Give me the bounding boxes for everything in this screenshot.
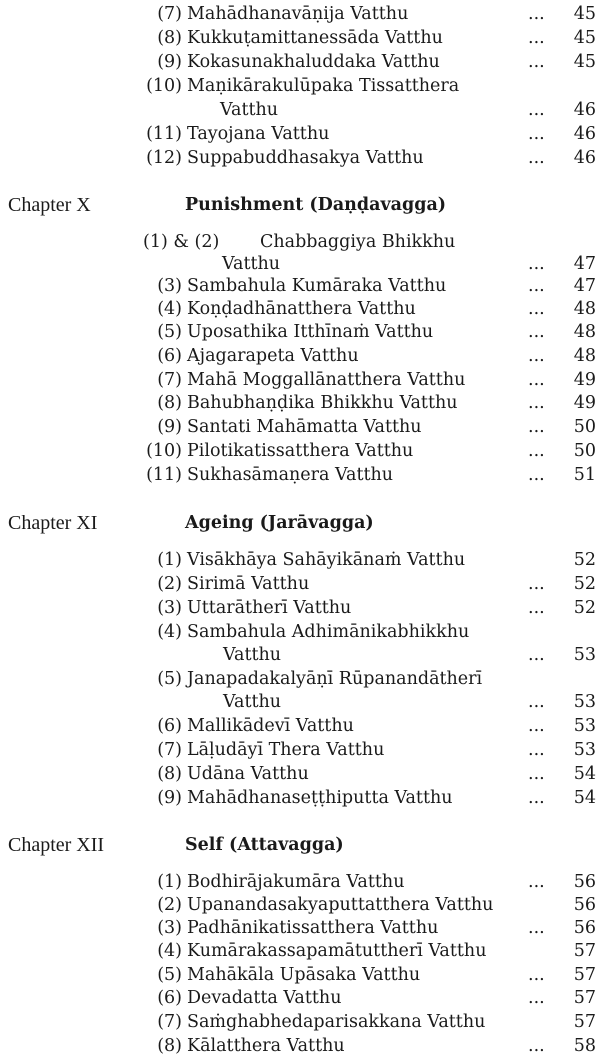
toc-entry <box>130 1010 598 1034</box>
entry-title: Tayojana Vatthu <box>187 124 330 144</box>
dot-leader: ... <box>528 441 545 461</box>
entry-title: Kukkuṭamittanessāda Vatthu <box>187 28 443 48</box>
entry-title: Sambahula Adhimānikabhikkhu <box>187 622 470 642</box>
entry-number: (12) <box>146 148 182 168</box>
entry-number: (7) <box>157 4 182 24</box>
entry-title: Suppabuddhasakya Vatthu <box>187 148 424 168</box>
entry-page: 46 <box>573 124 596 144</box>
entry-number: (8) <box>157 28 182 48</box>
entry-number: (5) <box>157 669 182 689</box>
toc-entry <box>130 391 598 415</box>
toc-entry-continuation <box>130 98 598 122</box>
entry-page: 57 <box>573 988 596 1008</box>
entry-number: (9) <box>157 417 182 437</box>
entry-title: Kokasunakhaluddaka Vatthu <box>187 52 440 72</box>
dot-leader: ... <box>528 465 545 485</box>
entry-page: 53 <box>573 740 596 760</box>
entry-title: Uttarātherī Vatthu <box>187 598 352 618</box>
toc-entry <box>130 596 598 620</box>
entry-number: (10) <box>146 441 182 461</box>
dot-leader: ... <box>528 692 545 712</box>
entry-page: 49 <box>573 393 596 413</box>
dot-leader: ... <box>528 124 545 144</box>
dot-leader: ... <box>528 4 545 24</box>
entry-page: 52 <box>573 598 596 618</box>
dot-leader: ... <box>528 28 545 48</box>
entry-number: (7) <box>157 370 182 390</box>
entry-title: Ajagarapeta Vatthu <box>187 346 359 366</box>
toc-entry <box>130 738 598 762</box>
toc-entry <box>130 714 598 738</box>
entry-page: 48 <box>573 299 596 319</box>
dot-leader: ... <box>528 254 545 274</box>
entry-number: (9) <box>157 52 182 72</box>
toc-entry <box>130 620 598 644</box>
dot-leader: ... <box>528 764 545 784</box>
entry-page: 45 <box>573 4 596 24</box>
entry-title: Maṇikārakulūpaka Tissatthera <box>187 76 460 96</box>
entry-page: 47 <box>573 276 596 296</box>
dot-leader: ... <box>528 872 545 892</box>
toc-entry <box>130 74 598 98</box>
entry-number: (9) <box>157 788 182 808</box>
chapter-title: Punishment (Daṇḍavagga) <box>185 195 447 215</box>
entry-number: (2) <box>157 895 182 915</box>
entry-page: 57 <box>573 1012 596 1032</box>
toc-entry <box>130 368 598 392</box>
entry-title: Mahādhanavāṇija Vatthu <box>187 4 409 24</box>
toc-entry <box>130 963 598 987</box>
chapter-label: Chapter XI <box>8 512 98 534</box>
toc-entry <box>130 939 598 963</box>
dot-leader: ... <box>528 1036 545 1056</box>
entry-number: (5) <box>157 322 182 342</box>
entry-title: Devadatta Vatthu <box>187 988 342 1008</box>
dot-leader: ... <box>528 988 545 1008</box>
entry-title: Sambahula Kumāraka Vatthu <box>187 276 447 296</box>
dot-leader: ... <box>528 346 545 366</box>
entry-title-continuation: Vatthu <box>223 692 282 712</box>
chapter-heading <box>8 831 598 859</box>
dot-leader: ... <box>528 148 545 168</box>
entry-title: Pilotikatissatthera Vatthu <box>187 441 414 461</box>
toc-entry <box>130 1034 598 1058</box>
dot-leader: ... <box>528 52 545 72</box>
entry-title: Mahādhanaseṭṭhiputta Vatthu <box>187 788 453 808</box>
dot-leader: ... <box>528 645 545 665</box>
dot-leader: ... <box>528 918 545 938</box>
entry-number: (6) <box>157 988 182 1008</box>
dot-leader: ... <box>528 393 545 413</box>
entry-title: Padhānikatissatthera Vatthu <box>187 918 439 938</box>
entry-page: 49 <box>573 370 596 390</box>
entry-title: Bahubhaṇḍika Bhikkhu Vatthu <box>187 393 458 413</box>
toc-entry <box>130 762 598 786</box>
entry-page: 48 <box>573 346 596 366</box>
entry-number: (5) <box>157 965 182 985</box>
entry-title-continuation: Vatthu <box>223 645 282 665</box>
toc-entry <box>130 344 598 368</box>
dot-leader: ... <box>528 965 545 985</box>
entry-page: 46 <box>573 148 596 168</box>
entry-title: Upanandasakyaputtatthera Vatthu <box>187 895 494 915</box>
entry-page: 53 <box>573 645 596 665</box>
entry-number: (4) <box>157 299 182 319</box>
entry-number: (6) <box>157 716 182 736</box>
entry-title: Sirimā Vatthu <box>187 574 310 594</box>
entry-page: 51 <box>573 465 596 485</box>
toc-entry <box>130 50 598 74</box>
entry-number: (11) <box>146 465 182 485</box>
chapter-heading <box>8 191 598 219</box>
toc-entry <box>130 146 598 170</box>
toc-entry <box>130 667 598 691</box>
toc-entry <box>130 893 598 917</box>
entry-page: 52 <box>573 550 596 570</box>
toc-entry <box>130 463 598 487</box>
entry-number: (7) <box>157 740 182 760</box>
entry-number: (3) <box>157 918 182 938</box>
entry-title: Mallikādevī Vatthu <box>187 716 354 736</box>
entry-title: Kālatthera Vatthu <box>187 1036 345 1056</box>
entry-title: Visākhāya Sahāyikānaṁ Vatthu <box>187 550 466 570</box>
toc-entry <box>130 986 598 1010</box>
dot-leader: ... <box>528 574 545 594</box>
toc-entry <box>130 26 598 50</box>
entry-page: 54 <box>573 764 596 784</box>
dot-leader: ... <box>528 740 545 760</box>
entry-title: Bodhirājakumāra Vatthu <box>187 872 405 892</box>
entry-title: Koṇḍadhānatthera Vatthu <box>187 299 416 319</box>
toc-entry <box>130 2 598 26</box>
toc-entry <box>130 297 598 321</box>
dot-leader: ... <box>528 322 545 342</box>
toc-entry-continuation <box>130 643 598 667</box>
entry-page: 53 <box>573 716 596 736</box>
entry-page: 52 <box>573 574 596 594</box>
entry-number: (4) <box>157 941 182 961</box>
entry-number: (8) <box>157 393 182 413</box>
chapter-label: Chapter X <box>8 194 91 216</box>
entry-page: 57 <box>573 941 596 961</box>
entry-title-continuation: Vatthu <box>220 100 279 120</box>
entry-page: 45 <box>573 52 596 72</box>
entry-page: 50 <box>573 441 596 461</box>
toc-entry <box>130 786 598 810</box>
dot-leader: ... <box>528 598 545 618</box>
entry-page: 45 <box>573 28 596 48</box>
toc-entry <box>130 230 598 254</box>
entry-title: Sukhasāmaṇera Vatthu <box>187 465 394 485</box>
chapter-title: Ageing (Jarāvagga) <box>185 513 374 533</box>
entry-number: (7) <box>157 1012 182 1032</box>
entry-number: (3) <box>157 598 182 618</box>
dot-leader: ... <box>528 299 545 319</box>
entry-page: 58 <box>573 1036 596 1056</box>
toc-entry <box>130 916 598 940</box>
chapter-label: Chapter XII <box>8 834 105 856</box>
entry-title: Kumārakassapamātuttherī Vatthu <box>187 941 487 961</box>
dot-leader: ... <box>528 788 545 808</box>
entry-page: 46 <box>573 100 596 120</box>
dot-leader: ... <box>528 417 545 437</box>
entry-page: 54 <box>573 788 596 808</box>
entry-page: 50 <box>573 417 596 437</box>
dot-leader: ... <box>528 370 545 390</box>
toc-entry <box>130 548 598 572</box>
entry-page: 56 <box>573 918 596 938</box>
entry-page: 56 <box>573 872 596 892</box>
entry-title: Mahākāla Upāsaka Vatthu <box>187 965 421 985</box>
entry-number: (10) <box>146 76 182 96</box>
entry-number: (8) <box>157 764 182 784</box>
entry-title: Chabbaggiya Bhikkhu <box>260 232 456 252</box>
entry-title: Uposathika Itthīnaṁ Vatthu <box>187 322 434 342</box>
toc-entry <box>130 439 598 463</box>
entry-number: (1) & (2) <box>143 232 220 252</box>
entry-number: (6) <box>157 346 182 366</box>
chapter-heading <box>8 509 598 537</box>
toc-entry <box>130 320 598 344</box>
toc-entry <box>130 572 598 596</box>
entry-page: 48 <box>573 322 596 342</box>
entry-title: Lāḷudāyī Thera Vatthu <box>187 740 385 760</box>
toc-entry <box>130 122 598 146</box>
toc-entry-continuation <box>130 252 598 276</box>
toc-entry <box>130 870 598 894</box>
entry-page: 53 <box>573 692 596 712</box>
toc-entry <box>130 415 598 439</box>
dot-leader: ... <box>528 276 545 296</box>
entry-number: (8) <box>157 1036 182 1056</box>
entry-page: 56 <box>573 895 596 915</box>
entry-number: (3) <box>157 276 182 296</box>
toc-entry-continuation <box>130 690 598 714</box>
entry-number: (4) <box>157 622 182 642</box>
entry-title: Udāna Vatthu <box>187 764 309 784</box>
entry-title: Santati Mahāmatta Vatthu <box>187 417 422 437</box>
entry-title: Mahā Moggallānatthera Vatthu <box>187 370 466 390</box>
entry-title: Saṁghabhedaparisakkana Vatthu <box>187 1012 486 1032</box>
dot-leader: ... <box>528 716 545 736</box>
entry-number: (1) <box>157 550 182 570</box>
entry-number: (11) <box>146 124 182 144</box>
entry-page: 47 <box>573 254 596 274</box>
dot-leader: ... <box>528 100 545 120</box>
entry-page: 57 <box>573 965 596 985</box>
entry-number: (2) <box>157 574 182 594</box>
entry-title-continuation: Vatthu <box>222 254 281 274</box>
toc-entry <box>130 274 598 298</box>
entry-number: (1) <box>157 872 182 892</box>
chapter-title: Self (Attavagga) <box>185 835 344 855</box>
entry-title: Janapadakalyāṇī Rūpanandātherī <box>187 669 483 689</box>
